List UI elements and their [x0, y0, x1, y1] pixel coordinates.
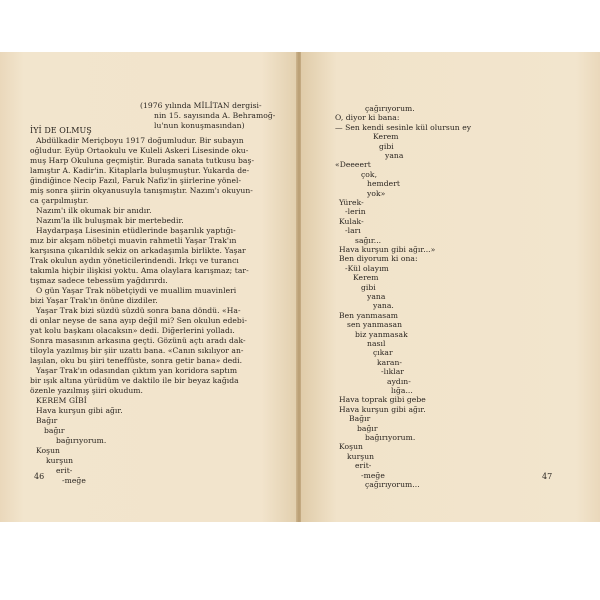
body-text-line: Yaşar Trak'ın odasından çıktım yan koridora saptım — [36, 366, 238, 375]
poem-line: bağır — [357, 423, 378, 433]
poem-line: Kulak- — [339, 216, 364, 226]
poem-line: Kerem — [373, 132, 399, 142]
poem-line: kurşun — [347, 451, 375, 461]
source-note-line: lu'nun konuşmasından) — [154, 121, 245, 130]
poem-line: -ları — [345, 226, 361, 236]
poem-line: Hava toprak gibi gebe — [339, 395, 426, 405]
body-text-line: Sonra masasının arkasına geçti. Gözünü açtı aradı dak- — [30, 336, 246, 345]
body-text-line: lamıştır A. Kadir'in. Kitaplarla buluşmuştur. Yukarda de- — [30, 166, 250, 175]
body-text-line: takımla hiçbir ilişkisi yoktu. Ama olaylara karışmaz; tar- — [30, 266, 249, 275]
poem-line: Hava kurşun gibi ağır. — [339, 404, 426, 414]
poem-line: -meğe — [62, 476, 86, 485]
poem-line: -meğe — [361, 470, 385, 480]
poem-title: KEREM GİBİ — [36, 396, 87, 405]
poem-line: -lerin — [345, 207, 366, 217]
poem-line: çağırıyorum... — [365, 480, 420, 489]
poem-line: Koşun — [36, 446, 60, 455]
source-note-line: nin 15. sayısında A. Behramoğ- — [154, 111, 276, 120]
poem-line: lığa... — [391, 386, 413, 395]
poem-line: bağırıyorum. — [365, 433, 416, 442]
poem-line: -Kül olayım — [345, 263, 389, 273]
poem-line: yok» — [367, 188, 386, 198]
body-text-line: Haydarpaşa Lisesinin etüdlerinde başarılık yaptığı- — [36, 226, 236, 235]
poem-line: Koşun — [339, 442, 363, 452]
body-text-line: bir ışık altına yürüdüm ve daktilo ile bir beyaz kağıda — [30, 376, 239, 385]
poem-line: Ben yanmasam — [339, 310, 399, 320]
poem-line: yana. — [373, 301, 394, 311]
body-text-line: Trak okulun aydın yöneticilerindendi. Irkçı ve turancı — [30, 256, 239, 265]
poem-line: Hava kurşun gibi ağır...» — [339, 245, 436, 254]
poem-line: sen yanmasan — [347, 320, 403, 330]
body-text-line: O gün Yaşar Trak nöbetçiydi ve muallim muavinleri — [36, 286, 237, 295]
body-text-line: bizi Yaşar Trak'ın önüne dizdiler. — [30, 296, 158, 305]
page-number-right: 47 — [542, 472, 553, 481]
poem-line: aydın- — [387, 376, 411, 386]
poem-line: karan- — [377, 357, 403, 367]
poem-line: -lıklar — [381, 367, 404, 377]
poem-line: Kerem — [353, 273, 379, 283]
poem-line: bağırıyorum. — [56, 436, 107, 445]
open-book — [0, 52, 600, 522]
poem-line: «Deeeert — [335, 160, 371, 170]
section-heading: İYİ DE OLMUŞ — [30, 126, 92, 135]
body-text-line: laşılan, oku bu şiiri teneffüste, sonra getir bana» dedi. — [30, 356, 243, 365]
poem-line: gibi — [379, 141, 394, 151]
body-text-line: Abdülkadir Meriçboyu 1917 doğumludur. Bir subayın — [36, 136, 244, 145]
body-text-line: tışmaz sadece tebessüm yağdırırdı. — [30, 276, 168, 285]
poem-line: Yürek- — [339, 198, 364, 207]
poem-line: çıkar — [373, 348, 393, 358]
left-page — [0, 52, 297, 522]
body-text-line: yat kolu başkanı olacaksın» dedi. Diğerlerini yolladı. — [30, 326, 235, 335]
body-text-line: tiloyla yazılmış bir şiir uzattı bana. «Canın sıkılıyor an- — [30, 346, 244, 355]
poem-line: gibi — [361, 282, 376, 292]
body-text-line: di onlar neyse de sana ayıp değil mi? Sen okulun edebi- — [30, 316, 247, 325]
body-text-line: Nazım'ı ilk okumak bir anıdır. — [36, 206, 152, 215]
body-text-line: karşısına çıkarıldık sekiz on arkadaşımla birlikte. Yaşar — [30, 246, 246, 255]
body-text-line: ğindiğince Necip Fazıl, Faruk Nafiz'in şiirlerine yönel- — [30, 176, 242, 185]
poem-line: yana — [367, 292, 386, 301]
body-text-line: miş sonra şiirin okyanusuyla tanışmıştır. Nazım'ı okuyun- — [30, 186, 253, 195]
source-note-line: (1976 yılında MİLİTAN dergisi- — [140, 101, 262, 110]
body-text-line: mız bir akşam nöbetçi muavin rahmetli Yaşar Trak'ın — [30, 236, 237, 245]
body-text-line: Nazım'la ilk buluşmak bir mertebedir. — [36, 216, 184, 225]
poem-line: O, diyor ki bana: — [335, 113, 400, 123]
poem-line: nasıl — [367, 339, 386, 348]
poem-line: — Sen kendi sesinle kül olursun ey — [335, 122, 472, 132]
body-text-line: ca çarpılmıştır. — [30, 196, 89, 205]
poem-line: Bağır — [349, 414, 371, 424]
page-number-left: 46 — [34, 472, 45, 481]
poem-line: çağırıyorum. — [365, 104, 415, 113]
poem-line: yana — [385, 151, 404, 160]
body-text-line: özenle yazılmış şiiri okudum. — [30, 386, 144, 395]
body-text-line: Yaşar Trak bizi süzdü süzdü sonra bana döndü. «Ha- — [36, 306, 241, 315]
poem-line: Bağır — [36, 416, 58, 425]
poem-line: Hava kurşun gibi ağır. — [36, 406, 123, 415]
poem-line: bağır — [44, 426, 65, 435]
poem-line: sağır... — [355, 235, 382, 245]
poem-line: kurşun — [46, 456, 74, 465]
poem-line: Ben diyorum ki ona: — [339, 254, 418, 264]
poem-line: erit- — [56, 466, 73, 475]
right-page — [301, 52, 600, 522]
poem-line: çok, — [361, 169, 378, 179]
poem-line: erit- — [355, 461, 372, 471]
poem-line: hemdert — [367, 179, 400, 189]
poem-line: biz yanmasak — [355, 329, 408, 339]
body-text-line: muş Harp Okuluna geçmiştir. Burada sanata tutkusu baş- — [30, 156, 255, 165]
body-text-line: oğludur. Eyüp Ortaokulu ve Kuleli Askeri Lisesinde oku- — [30, 146, 249, 155]
